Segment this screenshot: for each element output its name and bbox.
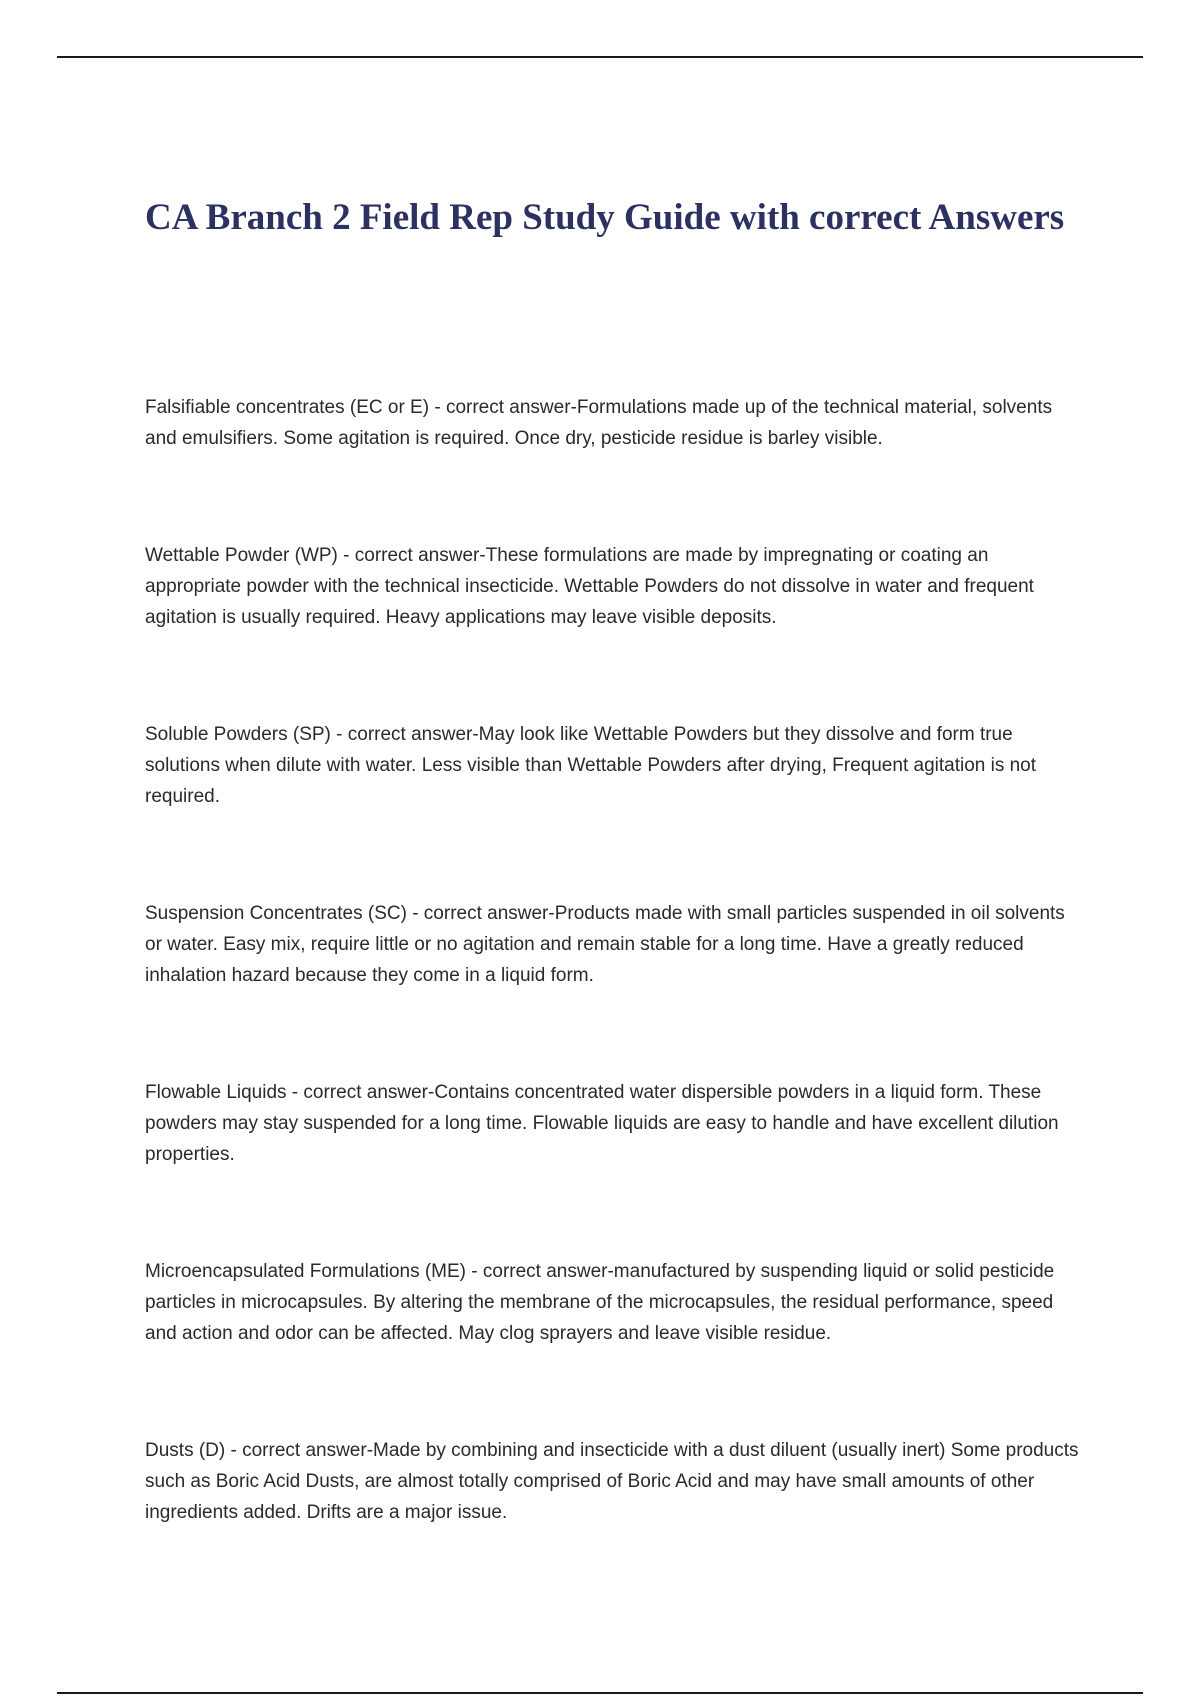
entry-dusts: Dusts (D) - correct answer-Made by combining and insecticide with a dust diluent (usually inert) Some products such as Boric Acid Dusts, are almost totally comprised of Boric Acid and may have small amounts of other ingredients added. Drifts are a major issue. <box>145 1440 1079 1523</box>
entry-suspension-concentrates: Suspension Concentrates (SC) - correct answer-Products made with small particles suspended in oil solvents or water. Easy mix, require little or no agitation and remain stable for a long time. Have a greatly reduced inhalation hazard because they come in a liquid form. <box>145 903 1065 986</box>
entry-microencapsulated-formulations: Microencapsulated Formulations (ME) - correct answer-manufactured by suspending liquid or solid pesticide particles in microcapsules. By altering the membrane of the microcapsules, the residual performance, speed and action and odor can be affected. May clog sprayers and leave visible residue. <box>145 1261 1055 1344</box>
entry-emulsifiable-concentrates: Falsifiable concentrates (EC or E) - correct answer-Formulations made up of the technical material, solvents and emulsifiers. Some agitation is required. Once dry, pesticide residue is barley visible. <box>145 397 1053 449</box>
footer-rule <box>57 1692 1143 1694</box>
header-rule <box>57 56 1143 58</box>
document-title: CA Branch 2 Field Rep Study Guide with correct Answers <box>145 197 1065 238</box>
entry-wettable-powder: Wettable Powder (WP) - correct answer-These formulations are made by impregnating or coating an appropriate powder with the technical insecticide. Wettable Powders do not dissolve in water and frequent agitation is usually required. Heavy applications may leave visible deposits. <box>145 545 1034 628</box>
study-guide-entries <box>145 392 1085 1614</box>
entry-soluble-powders: Soluble Powders (SP) - correct answer-May look like Wettable Powders but they dissolve and form true solutions when dilute with water. Less visible than Wettable Powders after drying, Frequent agitation is not required. <box>145 724 1037 807</box>
entry-flowable-liquids: Flowable Liquids - correct answer-Contains concentrated water dispersible powders in a liquid form. These powders may stay suspended for a long time. Flowable liquids are easy to handle and have excellent dilution properties. <box>145 1082 1059 1165</box>
